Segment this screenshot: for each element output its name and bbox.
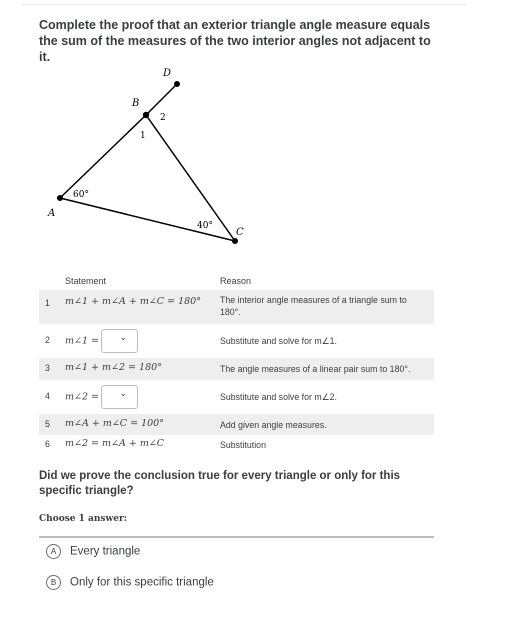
statement-header: Statement bbox=[65, 276, 107, 286]
angle-c-label: 40° bbox=[197, 221, 213, 231]
row-number: 1 bbox=[45, 298, 50, 308]
segment-bd bbox=[146, 84, 177, 115]
row-number: 4 bbox=[45, 391, 50, 401]
angle-2-label: 2 bbox=[160, 113, 166, 123]
choice-b-label: Only for this specific triangle bbox=[70, 576, 214, 589]
choice-b-radio[interactable]: B bbox=[46, 575, 61, 590]
row-reason: Substitute and solve for m∠2. bbox=[220, 392, 337, 402]
point-a bbox=[57, 195, 63, 201]
top-divider bbox=[22, 4, 466, 5]
question-text: Did we prove the conclusion true for every triangle or only for this specific triangle? bbox=[39, 470, 401, 497]
chevron-down-icon: ⌄ bbox=[119, 333, 127, 343]
chevron-down-icon: ⌄ bbox=[119, 389, 127, 399]
label-a: A bbox=[48, 208, 56, 219]
proof-row-5 bbox=[39, 414, 434, 435]
row-reason: Substitute and solve for m∠1. bbox=[220, 336, 337, 346]
row-reason: Add given angle measures. bbox=[220, 420, 327, 430]
row-number: 2 bbox=[45, 335, 50, 345]
row-reason: Substitution bbox=[220, 440, 266, 450]
row-number: 5 bbox=[45, 419, 50, 429]
proof-row-6 bbox=[39, 435, 434, 457]
label-c: C bbox=[236, 227, 244, 238]
row-statement: m∠1 + m∠A + m∠C = 180° bbox=[65, 296, 201, 307]
row-statement: m∠A + m∠C = 100° bbox=[65, 418, 164, 429]
row-reason: The angle measures of a linear pair sum to 180°. bbox=[220, 364, 411, 374]
proof-row-3 bbox=[39, 358, 434, 380]
question-prompt: Complete the proof that an exterior triangle angle measure equals the sum of the measures of the two interior angles not adjacent to it. bbox=[39, 18, 431, 64]
proof-table bbox=[39, 274, 434, 457]
proof-row-1 bbox=[39, 290, 434, 324]
angle-a-label: 60° bbox=[73, 190, 89, 200]
choice-specific-triangle[interactable] bbox=[46, 575, 214, 590]
m1-dropdown[interactable] bbox=[101, 329, 138, 353]
point-b bbox=[143, 112, 149, 118]
row-number: 3 bbox=[45, 363, 50, 373]
row-statement bbox=[65, 385, 138, 409]
point-d bbox=[174, 81, 180, 87]
reason-header: Reason bbox=[220, 276, 252, 286]
point-c bbox=[232, 238, 238, 244]
row-statement-text: m∠2 = bbox=[65, 391, 99, 403]
choice-a-label: Every triangle bbox=[70, 545, 141, 558]
segment-ab bbox=[60, 115, 146, 198]
triangle-figure bbox=[40, 60, 260, 255]
row-statement-text: m∠1 = bbox=[65, 335, 99, 347]
choice-a-radio[interactable]: A bbox=[46, 544, 61, 559]
label-d: D bbox=[163, 68, 172, 79]
proof-table-header bbox=[39, 274, 434, 290]
row-statement bbox=[65, 329, 138, 353]
label-b: B bbox=[132, 98, 140, 109]
choose-label: Choose 1 answer: bbox=[39, 514, 128, 524]
proof-row-2 bbox=[39, 324, 434, 358]
choice-every-triangle[interactable] bbox=[46, 544, 140, 559]
row-statement: m∠1 + m∠2 = 180° bbox=[65, 362, 162, 373]
proof-row-4 bbox=[39, 380, 434, 414]
row-number: 6 bbox=[45, 439, 50, 449]
m2-dropdown[interactable] bbox=[101, 385, 138, 409]
row-statement: m∠2 = m∠A + m∠C bbox=[65, 438, 165, 449]
row-reason: The interior angle measures of a triangle sum to 180°. bbox=[220, 295, 407, 317]
angle-1-label: 1 bbox=[140, 131, 146, 141]
choices-divider bbox=[39, 536, 434, 538]
